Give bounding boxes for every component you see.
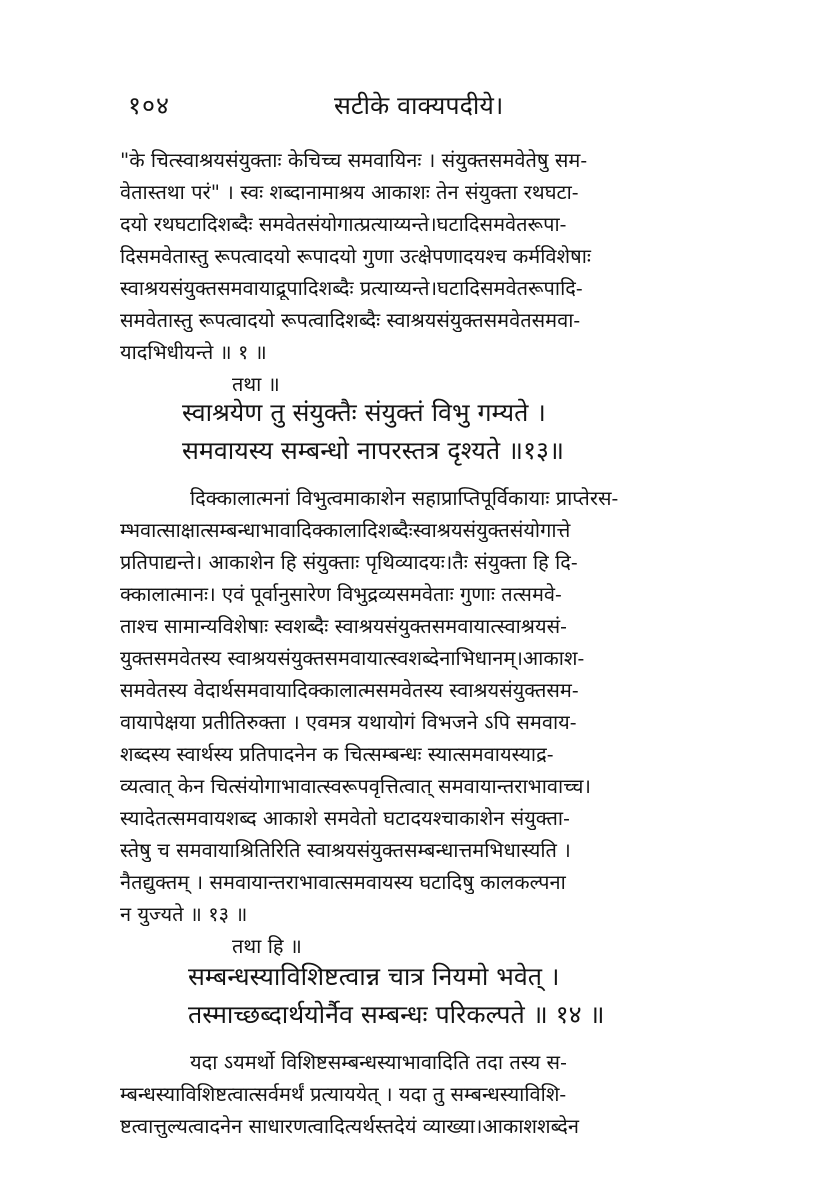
- text-line: ष्टत्वात्तुल्यत्वादनेन साधारणत्वादित्यर्थस्तदेयं व्याख्या।आकाशशब्देन: [120, 1114, 580, 1138]
- text-line: व्यत्वात् केन चित्संयोगाभावात्स्वरूपवृत्तित्वात् समवायान्तराभावाच्च।: [120, 774, 592, 798]
- text-line: नैतद्युक्तम् । समवायान्तराभावात्समवायस्य घटादिषु कालकल्पना: [120, 870, 566, 894]
- text-line: वायापेक्षया प्रतीतिरुक्ता । एवमत्र यथायोगं विभजने ऽपि समवाय-: [120, 710, 577, 734]
- text-line: क्कालात्मानः। एवं पूर्वानुसारेण विभुद्रव्यसमवेताः गुणाः तत्समवे-: [120, 582, 562, 606]
- tatha-marker: तथा हि ॥: [232, 934, 302, 958]
- verse-line: समवायस्य सम्बन्धो नापरस्तत्र दृश्यते ॥१३॥: [182, 436, 564, 465]
- text-line: स्वाश्रयसंयुक्तसमवायाद्रूपादिशब्दैः प्रत्याय्यन्ते।घटादिसमवेतरूपादि-: [120, 276, 583, 300]
- text-line: युक्तसमवेतस्य स्वाश्रयसंयुक्तसमवायात्स्वशब्देनाभिधानम्।आकाश-: [120, 646, 585, 670]
- verse-line: तस्माच्छब्दार्थयोर्नैव सम्बन्धः परिकल्पते ॥ १४ ॥: [188, 1000, 605, 1029]
- text-line: समवेतस्य वेदार्थसमवायादिक्कालात्मसमवेतस्य स्वाश्रयसंयुक्तसम-: [120, 678, 579, 702]
- text-line: म्भवात्साक्षात्सम्बन्धाभावादिक्कालादिशब्दैःस्वाश्रयसंयुक्तसंयोगात्ते: [120, 518, 571, 542]
- text-line: प्रतिपाद्यन्ते। आकाशेन हि संयुक्ताः पृथिव्यादयः।तैः संयुक्ता हि दि-: [120, 550, 578, 574]
- text-line: म्बन्धस्याविशिष्टत्वात्सर्वमर्थं प्रत्याययेत् । यदा तु सम्बन्धस्याविशि-: [120, 1082, 567, 1106]
- verse-line: सम्बन्धस्याविशिष्टत्वान्न चात्र नियमो भवेत् ।: [188, 962, 560, 991]
- page-header: [0, 88, 840, 124]
- tatha-marker: तथा ॥: [232, 372, 280, 396]
- running-title: सटीके वाक्यपदीये।: [334, 91, 504, 120]
- text-line: यादभिधीयन्ते ॥ १ ॥: [120, 340, 267, 364]
- text-line: यदा ऽयमर्थो विशिष्टसम्बन्धस्याभावादिति तदा तस्य स-: [190, 1050, 567, 1074]
- text-line: शब्दस्य स्वार्थस्य प्रतिपादनेन क चित्सम्बन्धः स्यात्समवायस्याद्र-: [120, 742, 554, 766]
- text-line: ताश्च सामान्यविशेषाः स्वशब्दैः स्वाश्रयसंयुक्तसमवायात्स्वाश्रयसं-: [120, 614, 567, 638]
- text-line: दिसमवेतास्तु रूपत्वादयो रूपादयो गुणा उत्क्षेपणादयश्च कर्मविशेषाः: [120, 244, 591, 268]
- text-line: दिक्कालात्मनां विभुत्वमाकाशेन सहाप्राप्तिपूर्विकायाः प्राप्तेरस-: [190, 486, 619, 510]
- text-line: स्यादेतत्समवायशब्द आकाशे समवेतो घटादयश्चाकाशेन संयुक्ता-: [120, 806, 570, 830]
- text-line: स्तेषु च समवायाश्रितिरिति स्वाश्रयसंयुक्तसम्बन्धात्तमभिधास्यति ।: [120, 838, 571, 862]
- text-line: "के चित्स्वाश्रयसंयुक्ताः केचिच्च समवायिनः । संयुक्तसमवेतेषु सम-: [120, 148, 588, 172]
- text-line: समवेतास्तु रूपत्वादयो रूपत्वादिशब्दैः स्वाश्रयसंयुक्तसमवेतसमवा-: [120, 308, 581, 332]
- text-line: वेतास्तथा परं" । स्वः शब्दानामाश्रय आकाशः तेन संयुक्ता रथघटा-: [120, 180, 579, 204]
- text-line: दयो रथघटादिशब्दैः समवेतसंयोगात्प्रत्याय्यन्ते।घटादिसमवेतरूपा-: [120, 212, 567, 236]
- verse-line: स्वाश्रयेण तु संयुक्तैः संयुक्तं विभु गम्यते ।: [182, 398, 546, 427]
- text-line: न युज्यते ॥ १३ ॥: [120, 902, 248, 926]
- page-number: १०४: [128, 91, 171, 120]
